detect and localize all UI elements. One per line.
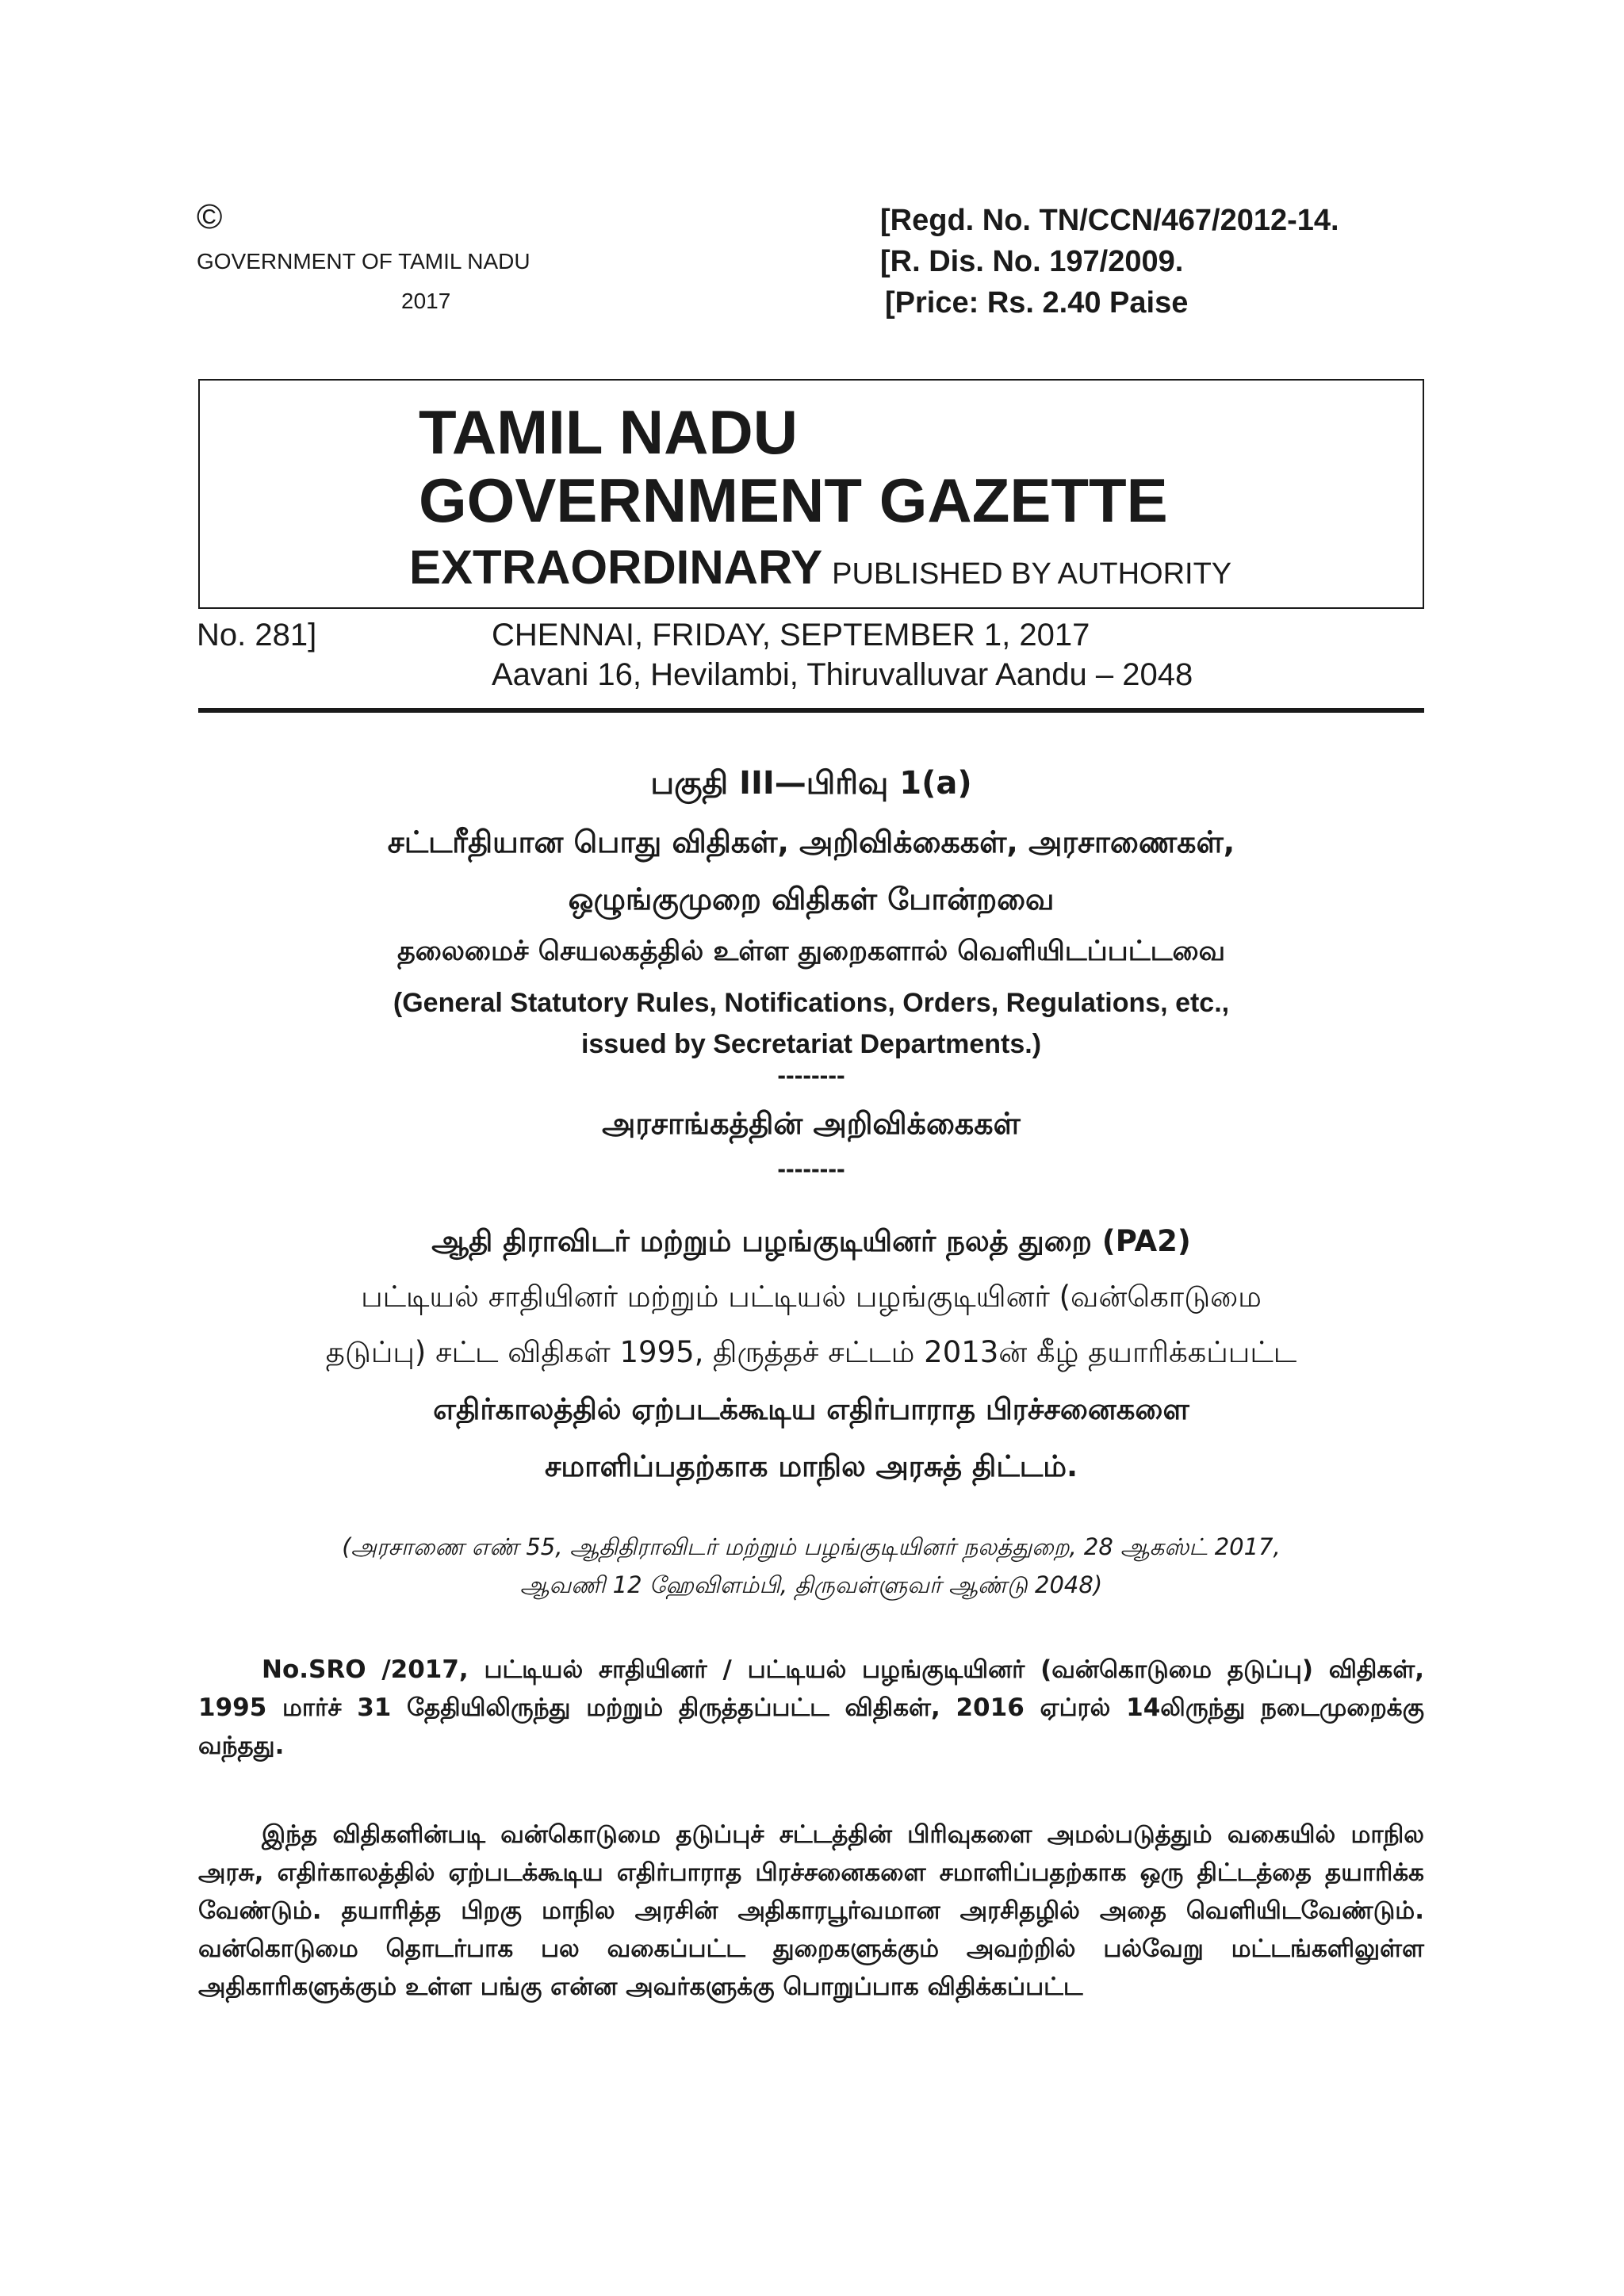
section-title-line1: சட்டரீதியான பொது விதிகள், அறிவிக்கைகள், அரசாணைகள்,: [387, 825, 1235, 859]
issue-number: No. 281]: [197, 618, 317, 652]
paragraph-2: [198, 1816, 1424, 2006]
masthead-box: [198, 379, 1424, 609]
header-left: [197, 198, 641, 317]
government-name: GOVERNMENT OF TAMIL NADU: [197, 249, 530, 274]
published-by-authority: PUBLISHED BY AUTHORITY: [832, 557, 1232, 591]
subject-line3: எதிர்காலத்தில் ஏற்படக்கூடிய எதிர்பாராத பிரச்சனைகளை: [433, 1392, 1189, 1426]
section-english-line2: issued by Secretariat Departments.): [580, 1029, 1042, 1059]
go-reference-line1: (அரசாணை எண் 55, ஆதிதிராவிடர் மற்றும் பழங்குடியினர் நலத்துறை, 28 ஆகஸ்ட் 2017,: [342, 1533, 1281, 1560]
separator-top: --------: [777, 1061, 845, 1089]
subject-line1: பட்டியல் சாதியினர் மற்றும் பட்டியல் பழங்குடியினர் (வன்கொடுமை: [361, 1280, 1262, 1314]
masthead-title-line2: GOVERNMENT GAZETTE: [419, 465, 1168, 535]
section-title-line3: தலைமைச் செயலகத்தில் உள்ள துறைகளால் வெளியிடப்பட்டவை: [396, 936, 1226, 967]
header-right: [880, 200, 1451, 323]
paragraph-2-text: இந்த விதிகளின்படி வன்கொடுமை தடுப்புச் சட்டத்தின் பிரிவுகளை அமல்படுத்தும் வகையில் மாநில அரசு, எதிர்காலத்தில் ஏற்படக்கூடிய எதிர்பாராத பிரச்சனைகளை சமாளிப்பதற்காக ஒரு திட்டத்தை தயாரிக்க வேண்டும். தயாரித்த பிறகு மாநில அரசின் அதிகாரபூர்வமான அரசிதழில் அதை வெளியிடவேண்டும். வன்கொடுமை தொடர்பாக பல வகைப்பட்ட துறைகளுக்கும் அவற்றில் பல்வேறு மட்டங்களிலுள்ள அதிகாரிகளுக்கும் உள்ள பங்கு என்ன அவர்களுக்கு பொறுப்பாக விதிக்கப்பட்ட: [198, 1820, 1424, 2001]
extraordinary-label: EXTRAORDINARY: [409, 541, 823, 594]
department-heading: ஆதி திராவிடர் மற்றும் பழங்குடியினர் நலத் துறை (PA2): [431, 1224, 1191, 1258]
section-part: பகுதி III—பிரிவு 1(a): [650, 765, 972, 802]
registration-number: [Regd. No. TN/CCN/467/2012-14.: [880, 204, 1339, 237]
separator-bottom: --------: [777, 1154, 845, 1183]
subject-line4: சமாளிப்பதற்காக மாநில அரசுத் திட்டம்.: [544, 1449, 1078, 1483]
notifications-heading: அரசாங்கத்தின் அறிவிக்கைகள்: [602, 1106, 1021, 1141]
publication-year: 2017: [401, 289, 451, 313]
go-reference-line2: ஆவணி 12 ஹேவிளம்பி, திருவள்ளுவர் ஆண்டு 2048): [519, 1571, 1103, 1598]
paragraph-1-text: No.SRO /2017, பட்டியல் சாதியினர் / பட்டியல் பழங்குடியினர் (வன்கொடுமை தடுப்பு) விதிகள், 1995 மார்ச் 31 தேதியிலிருந்து மற்றும் திருத்தப்பட்ட விதிகள், 2016 ஏப்ரல் 14லிருந்து நடைமுறைக்கு வந்தது.: [198, 1655, 1424, 1760]
issue-tamil-date: Aavani 16, Hevilambi, Thiruvalluvar Aandu – 2048: [492, 657, 1193, 692]
header-rule: [198, 708, 1424, 713]
paragraph-1: [198, 1651, 1424, 1765]
section-title-line2: ஒழுங்குமுறை விதிகள் போன்றவை: [568, 882, 1055, 916]
subject-line2: தடுப்பு) சட்ட விதிகள் 1995, திருத்தச் சட்டம் 2013ன் கீழ் தயாரிக்கப்பட்ட: [325, 1335, 1297, 1369]
masthead-subtitle: [409, 538, 1231, 604]
issue-place-date: CHENNAI, FRIDAY, SEPTEMBER 1, 2017: [492, 618, 1090, 652]
copyright-symbol: ©: [197, 197, 223, 236]
price: [Price: Rs. 2.40 Paise: [885, 286, 1189, 320]
section-english-line1: (General Statutory Rules, Notifications, Orders, Regulations, etc.,: [393, 988, 1230, 1018]
r-dis-number: [R. Dis. No. 197/2009.: [880, 245, 1184, 278]
masthead-title-line1: TAMIL NADU: [419, 397, 799, 467]
